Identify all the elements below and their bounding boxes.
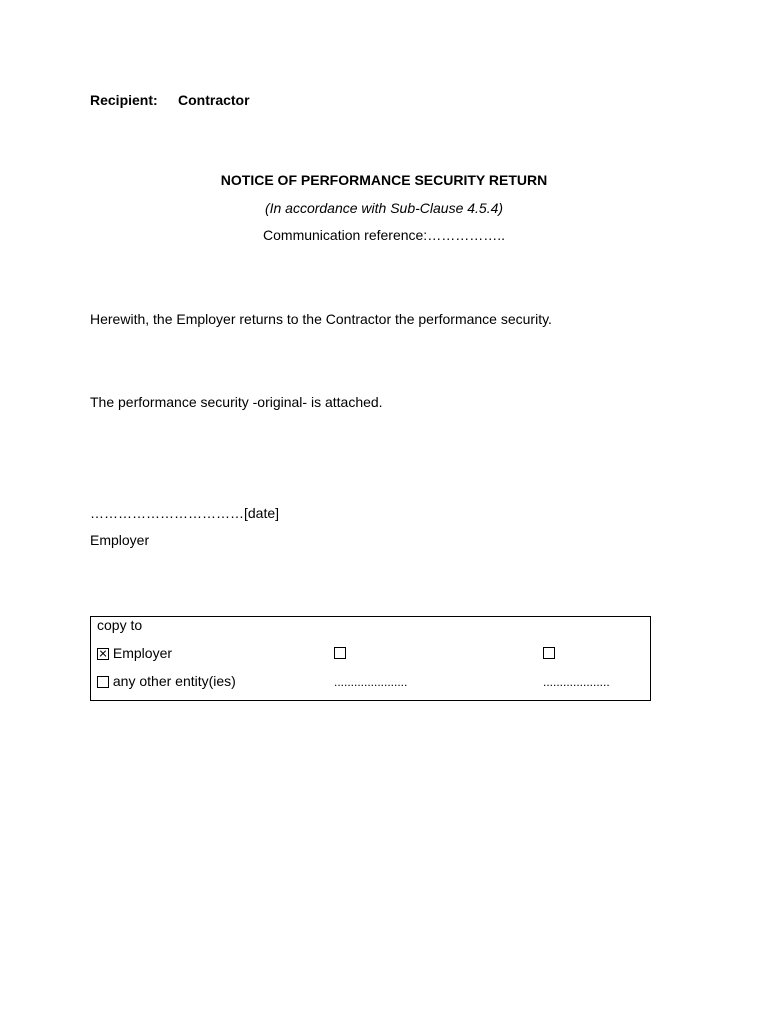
body-paragraph-2: The performance security -original- is attached. xyxy=(90,394,383,410)
copy-to-checkbox-col2 xyxy=(334,644,346,660)
document-title: NOTICE OF PERFORMANCE SECURITY RETURN xyxy=(220,172,548,188)
other-entity-checkbox[interactable] xyxy=(97,676,109,688)
copy-to-row-employer xyxy=(97,645,172,661)
document-subtitle: (In accordance with Sub-Clause 4.5.4) xyxy=(264,200,504,216)
body-paragraph-1: Herewith, the Employer returns to the Contractor the performance security. xyxy=(90,311,552,327)
date-line: ……………………………[date] xyxy=(90,505,280,521)
copy-to-checkbox-col3 xyxy=(543,644,555,660)
copy-to-row-other xyxy=(97,673,236,689)
copy-to-heading: copy to xyxy=(97,617,143,633)
copy-to-dots-col3: .................... xyxy=(543,675,610,689)
copy-to-table xyxy=(90,616,651,701)
signature-party: Employer xyxy=(90,532,150,548)
communication-reference: Communication reference:…………….. xyxy=(263,227,505,243)
employer-label: Employer xyxy=(112,645,173,661)
employer-checkbox[interactable] xyxy=(97,648,109,660)
col3-checkbox[interactable] xyxy=(543,647,555,659)
col2-checkbox[interactable] xyxy=(334,647,346,659)
other-entity-label: any other entity(ies) xyxy=(112,673,236,689)
copy-to-dots-col2: ...................... xyxy=(334,675,408,689)
recipient-label: Recipient: xyxy=(90,92,158,108)
recipient-value: Contractor xyxy=(178,92,250,108)
